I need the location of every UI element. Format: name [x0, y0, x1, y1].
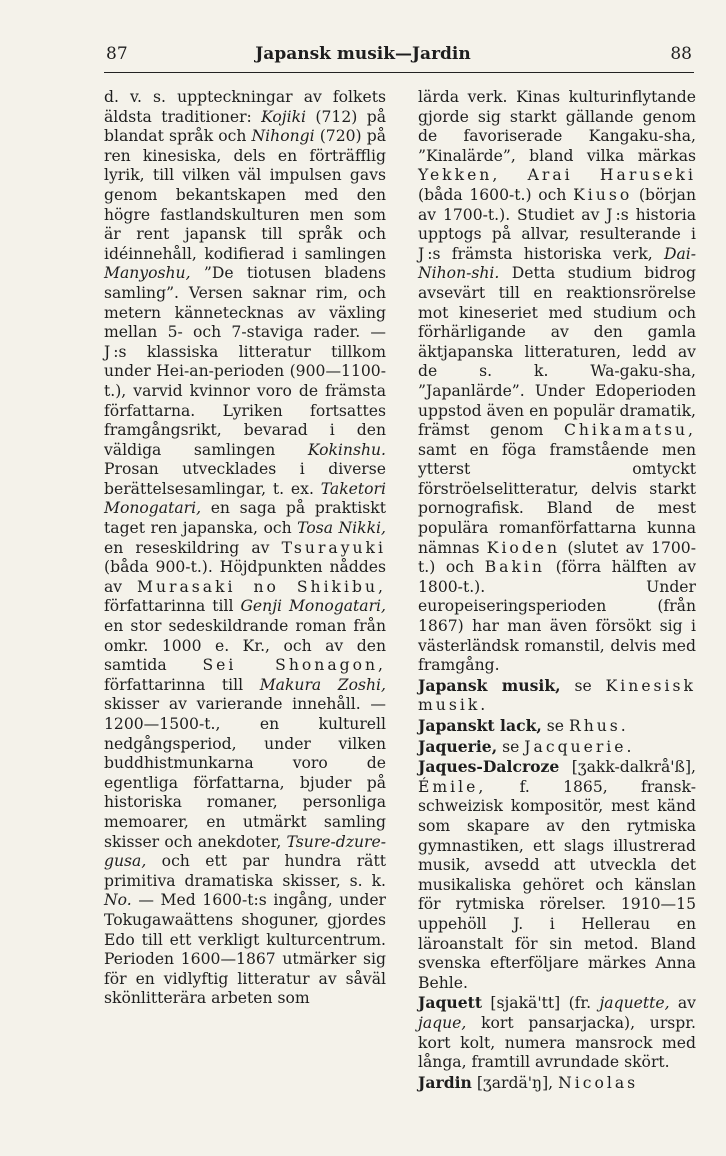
spaced-name: Murasaki no Shikibu,	[137, 577, 386, 596]
italic-title: jaque,	[418, 1013, 467, 1032]
text-run: (720) på ren kinesiska, dels en förträfflig lyrik, till vilken väl impulsen gavs genom bekantskapen med den högre fastlandskulturen men som är rent japansk till språk och idéinnehåll, kodifierad i samlingen	[104, 127, 387, 263]
spaced-name: Émile,	[418, 777, 487, 796]
italic-title: No.	[104, 891, 132, 910]
left-column	[104, 88, 386, 1009]
text-run: ”De tiotusen bladens samling”. Versen saknar rim, och metern kännetecknas av växling mellan 5- och 7-staviga rader. —	[104, 264, 386, 342]
text-run: lärda verk. Kinas kulturinflytande gjorde sig starkt gällande genom de favoriserade Kangaku-sha, ”Kinalärde”, bland vilka märkas	[418, 88, 696, 165]
spaced-name: Yekken, Arai Haruseki	[418, 166, 696, 185]
italic-title: Tsure-dzure-gusa,	[104, 832, 386, 871]
text-run: Detta studium bidrog avsevärt till en reaktionsrörelse mot kineseriet med studium och förhärligande av den gamla äktjapanska litteraturen, ledd av de s. k. Wa-gaku-sha, ”Japanlärde”. Under Edoperioden uppstod även en populär dramatik, främst genom	[418, 264, 696, 440]
text-run: :s historia upptogs på allvar, resulterande i	[418, 205, 696, 244]
text-run: (början av 1700-t.). Studiet av	[418, 185, 696, 224]
text-run: kort pansarjacka), urspr. kort kolt, numera mansrock med långa, framtill avrundade skört.	[418, 1013, 696, 1072]
spaced-name: Nicolas	[558, 1073, 639, 1092]
text-run: författarinna till	[104, 597, 241, 616]
headword: Japansk musik,	[418, 675, 561, 695]
text-run: (båda 900-t.). Höjdpunkten nåddes av	[104, 558, 386, 596]
headword: Jaques-Dalcroze	[418, 757, 560, 777]
header-rule	[104, 72, 694, 73]
text-run: (712) på blandat språk och	[104, 107, 386, 146]
spaced-name: Kioden	[486, 538, 561, 557]
italic-title: Kojiki	[261, 107, 307, 126]
left-column-text	[104, 88, 386, 1009]
spaced-name: Kinesisk musik.	[418, 676, 696, 715]
headword: Jardin	[418, 1072, 472, 1092]
headword: Japanskt lack,	[418, 716, 542, 735]
italic-title: Makura Zoshi,	[259, 675, 386, 694]
italic-title: Taketori Monogatari,	[104, 479, 386, 518]
text-run: (slutet av 1700-t.) och	[418, 538, 696, 577]
text-run: skisser av varierande innehåll. — 1200—1500-t., en kulturell nedgångsperiod, under vilken buddhistmunkarna voro de egentliga författarna, bjuder på historiska romaner, personliga memoarer, en utmärkt samling skisser och anekdoter,	[104, 695, 386, 851]
continuation-paragraph	[418, 88, 696, 676]
spaced-name: Tsurayuki	[281, 538, 386, 557]
spaced-name: Rhus.	[568, 717, 629, 735]
text-run: (båda 1600-t.) och	[418, 185, 574, 204]
text-run: en stor sedeskildrande roman från omkr. 1000 e. Kr., och av den samtida	[104, 617, 386, 675]
italic-title: Kokinshu.	[307, 440, 386, 459]
right-column	[418, 88, 696, 1093]
italic-title: Tosa Nikki,	[297, 519, 387, 538]
spaced-name: J	[606, 205, 616, 224]
spaced-name: Jacquerie.	[524, 737, 635, 756]
dictionary-entry	[418, 716, 696, 737]
text-run: Prosan utvecklades i diverse berättelsesamlingar, t. ex.	[104, 460, 386, 498]
text-run: författarinna till	[104, 675, 260, 694]
text-run: — Med 1600-t:s ingång, under Tokugawaättens shoguner, gjordes Edo till ett verkligt kulturcentrum. Perioden 1600—1867 utmärker sig för en vidlyftig litteratur av såväl skönlitterära arbeten som	[104, 891, 386, 1008]
headword: Jaquett	[418, 993, 483, 1013]
text-run: f. 1865, fransk-schweizisk kompositör, mest känd som skapare av den rytmiska gymnastiken, ett slags illustrerad musik, avsedd att utveckla det musikaliska gehöret och känslan för rytmiska rörelser. 1910—15 uppehöll J. i Hellerau en läroanstalt för sin metod. Bland svenska efterföljare märkes Anna Behle.	[418, 777, 696, 992]
text-run: av	[669, 994, 696, 1013]
dictionary-entry	[418, 993, 696, 1072]
dictionary-entry	[418, 676, 696, 716]
page-header	[0, 44, 726, 72]
text-run: en reseskildring av	[104, 538, 282, 557]
italic-title: Nihongi	[251, 127, 315, 146]
text-run: samt en föga framstående men ytterst omtyckt förströelselitteratur, delvis starkt pornografisk. Bland de mest populära romanförfattarna kunna nämnas	[418, 440, 696, 557]
spaced-name: J	[104, 342, 114, 361]
italic-title: Manyoshu,	[104, 264, 191, 283]
spaced-name: Kiuso	[573, 185, 633, 204]
page-number-right: 88	[670, 44, 692, 64]
running-title: Japansk musik—Jardin	[255, 44, 471, 64]
text-run: [ʒakk-dalkrå'ß],	[559, 758, 696, 777]
page-number-left: 87	[106, 44, 128, 64]
spaced-name: Sei Shonagon,	[202, 656, 386, 675]
text-run: :s främsta historiska verk,	[427, 244, 664, 263]
headword: Jaquerie,	[418, 736, 498, 756]
italic-title: Genji Monogatari,	[240, 597, 386, 616]
spaced-name: Bakin	[484, 558, 545, 577]
dictionary-entry	[418, 737, 696, 758]
spaced-name: J	[418, 244, 428, 263]
text-run: se	[497, 737, 525, 756]
spaced-name: Chikamatsu,	[563, 421, 696, 440]
text-run: [ʒardä'ŋ],	[471, 1073, 559, 1092]
dictionary-entry	[418, 757, 696, 993]
text-run: (förra hälften av 1800-t.). Under europeiseringsperioden (från 1867) har man även försökt sig i västerländsk romanstil, delvis med framgång.	[418, 558, 697, 675]
text-run: :s klassiska litteratur tillkom under Hei-an-perioden (900—1100-t.), varvid kvinnor voro de främsta författarna. Lyriken fortsattes framgångsrikt, bevarad i den väldiga samlingen	[104, 342, 386, 459]
italic-title: jaquette,	[599, 994, 670, 1013]
text-run: en saga på praktiskt taget ren japanska, och	[104, 499, 386, 538]
text-run: och ett par hundra rätt primitiva dramatiska skisser, s. k.	[104, 852, 386, 890]
text-run: [sjakä'tt] (fr.	[482, 994, 600, 1013]
dictionary-entry	[418, 1073, 696, 1094]
text-run: d. v. s. uppteckningar av folkets äldsta traditioner:	[104, 88, 386, 126]
italic-title: Dai-Nihon-shi.	[418, 244, 696, 283]
text-run: se	[560, 676, 606, 695]
text-run: se	[541, 717, 569, 735]
